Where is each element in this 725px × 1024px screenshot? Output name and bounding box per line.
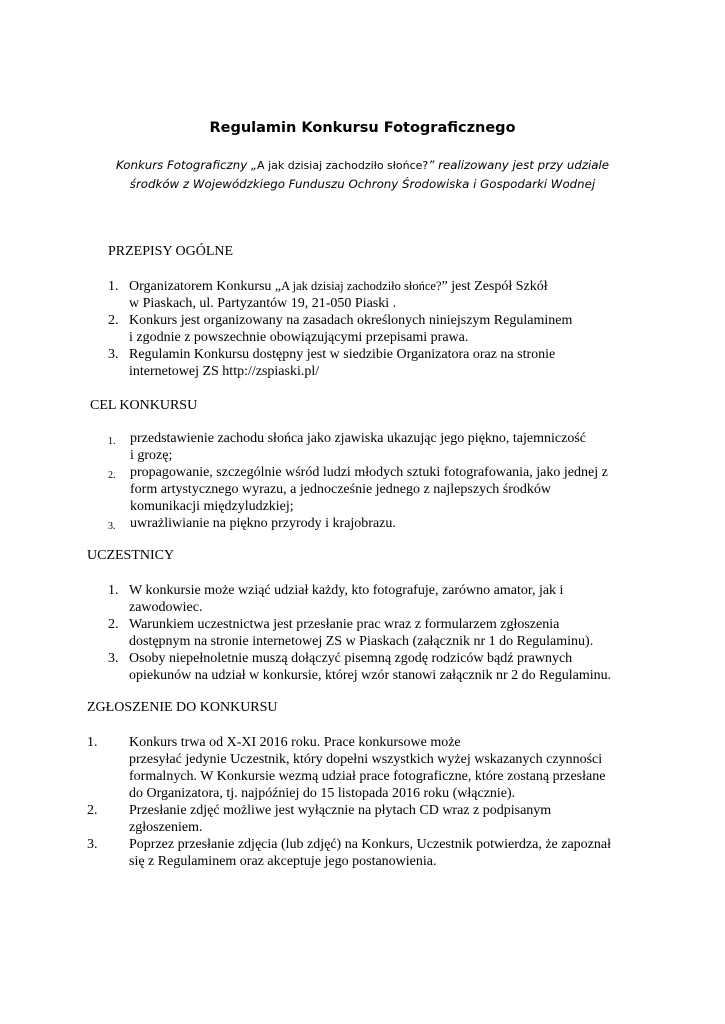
item-line: Przesłanie zdjęć możliwe jest wyłącznie na płytach CD wraz z podpisanym bbox=[129, 803, 552, 818]
subtitle-line-2: środków z Wojewódzkiego Funduszu Ochrony Środowiska i Gospodarki Wodnej bbox=[129, 177, 596, 191]
list-item bbox=[108, 650, 668, 684]
item-number: 1. bbox=[108, 436, 116, 447]
item-line: Konkurs jest organizowany na zasadach określonych niniejszym Regulaminem bbox=[129, 313, 573, 328]
subtitle-line-1 bbox=[100, 156, 625, 175]
item-number: 3. bbox=[108, 651, 119, 666]
item-number: 2. bbox=[108, 313, 119, 328]
list-goal bbox=[108, 430, 648, 532]
list-item bbox=[108, 346, 648, 380]
item-line: Warunkiem uczestnictwa jest przesłanie prac wraz z formularzem zgłoszenia bbox=[129, 617, 560, 632]
item-line: przesyłać jedynie Uczestnik, który dopełni wszystkich wyżej wskazanych czynności bbox=[129, 752, 603, 767]
list-item bbox=[108, 582, 668, 616]
list-item bbox=[108, 278, 648, 312]
section-application bbox=[87, 698, 278, 717]
item-line: Poprzez przesłanie zdjęcia (lub zdjęć) na Konkurs, Uczestnik potwierdza, że zapoznał bbox=[129, 837, 611, 852]
list-item bbox=[87, 734, 667, 802]
section-goal bbox=[90, 396, 197, 415]
item-line: Konkurs trwa od X-XI 2016 roku. Prace konkursowe może bbox=[129, 735, 461, 750]
document-title: Regulamin Konkursu Fotograficznego bbox=[209, 120, 516, 136]
item-number: 3. bbox=[87, 837, 98, 852]
item-line: propagowanie, szczególnie wśród ludzi młodych sztuki fotografowania, jako jednej z bbox=[130, 465, 608, 480]
item-line: i grozę; bbox=[130, 448, 173, 463]
item-line: się z Regulaminem oraz akceptuje jego postanowienia. bbox=[129, 854, 437, 869]
contest-name-quote: A jak dzisiaj zachodziło słońce? bbox=[281, 279, 442, 293]
item-line: opiekunów na udział w konkursie, której wzór stanowi załącznik nr 2 do Regulaminu. bbox=[129, 668, 612, 683]
subtitle-quote: A jak dzisiaj zachodziło słońce? bbox=[257, 159, 429, 172]
section-heading-general: PRZEPISY OGÓLNE bbox=[108, 244, 234, 259]
list-item bbox=[87, 802, 667, 836]
item-line: w Piaskach, ul. Partyzantów 19, 21-050 Piaski . bbox=[129, 296, 397, 311]
subtitle-part-2: ” realizowany jest przy udziale bbox=[428, 158, 610, 172]
item-number: 1. bbox=[108, 279, 119, 294]
item-line: uwrażliwianie na piękno przyrody i krajobrazu. bbox=[130, 516, 396, 531]
item-number: 1. bbox=[108, 583, 119, 598]
item-number: 2. bbox=[87, 803, 98, 818]
list-application bbox=[87, 734, 667, 870]
subtitle-part-1: Konkurs Fotograficzny „ bbox=[115, 158, 258, 172]
list-item bbox=[108, 312, 648, 346]
item-line: przedstawienie zachodu słońca jako zjawiska ukazując jego piękno, tajemniczość bbox=[130, 431, 586, 446]
section-heading-goal: CEL KONKURSU bbox=[90, 398, 198, 413]
item-line: i zgodnie z powszechnie obowiązującymi przepisami prawa. bbox=[129, 330, 469, 345]
section-heading-participants: UCZESTNICY bbox=[87, 548, 175, 563]
list-item bbox=[108, 464, 648, 515]
list-general bbox=[108, 278, 648, 380]
item-line: dostępnym na stronie internetowej ZS w Piaskach (załącznik nr 1 do Regulaminu). bbox=[129, 634, 594, 649]
list-item bbox=[108, 430, 648, 464]
section-general bbox=[108, 242, 233, 261]
item-line: zgłoszeniem. bbox=[129, 820, 203, 835]
item-line: komunikacji międzyludzkiej; bbox=[130, 499, 294, 514]
item-number: 3. bbox=[108, 347, 119, 362]
list-item bbox=[108, 616, 668, 650]
item-number: 1. bbox=[87, 735, 98, 750]
list-item bbox=[87, 836, 667, 870]
section-participants bbox=[87, 546, 174, 565]
item-line: internetowej ZS http://zspiaski.pl/ bbox=[129, 364, 320, 379]
item-number: 3. bbox=[108, 521, 116, 532]
section-heading-application: ZGŁOSZENIE DO KONKURSU bbox=[87, 700, 278, 715]
item-line: formalnych. W Konkursie wezmą udział prace fotograficzne, które zostaną przesłane bbox=[129, 769, 606, 784]
item-line: form artystycznego wyrazu, a jednocześnie jednego z najlepszych środków bbox=[130, 482, 552, 497]
document-subtitle bbox=[100, 156, 625, 194]
item-line: Regulamin Konkursu dostępny jest w siedzibie Organizatora oraz na stronie bbox=[129, 347, 556, 362]
item-line: W konkursie może wziąć udział każdy, kto fotografuje, zarówno amator, jak i bbox=[129, 583, 564, 598]
item-number: 2. bbox=[108, 470, 116, 481]
list-participants bbox=[108, 582, 668, 684]
list-item bbox=[108, 515, 648, 532]
item-line: do Organizatora, tj. najpóźniej do 15 listopada 2016 roku (włącznie). bbox=[129, 786, 516, 801]
item-number: 2. bbox=[108, 617, 119, 632]
item-line: Organizatorem Konkursu „A jak dzisiaj zachodziło słońce?” jest Zespół Szkół bbox=[129, 279, 548, 294]
item-line: Osoby niepełnoletnie muszą dołączyć pisemną zgodę rodziców bądź prawnych bbox=[129, 651, 573, 666]
item-line: zawodowiec. bbox=[129, 600, 203, 615]
